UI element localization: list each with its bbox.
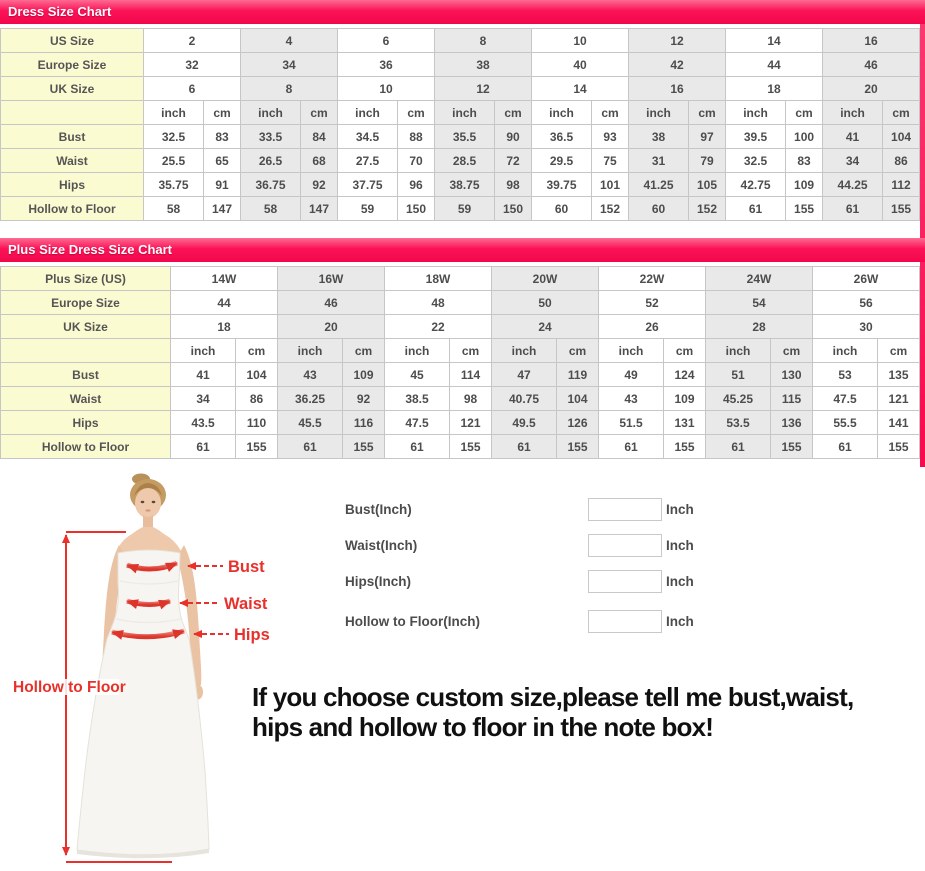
inch-cell: 31 [629,149,689,173]
unit-cell: cm [450,339,492,363]
cm-cell: 92 [343,387,385,411]
hollow-unit-label: Inch [666,614,694,629]
inch-cell: 58 [144,197,204,221]
plus-size-chart-table [0,266,920,459]
size-row [1,315,920,339]
inch-cell: 58 [241,197,301,221]
size-chart-header [0,0,925,24]
measurement-row [1,387,920,411]
size-cell: 20W [492,267,599,291]
cm-cell: 104 [236,363,278,387]
unit-cell: inch [813,339,878,363]
unit-cell: inch [492,339,557,363]
size-cell: 16 [823,29,920,53]
inch-cell: 41 [823,125,883,149]
inch-cell: 43.5 [171,411,236,435]
inch-cell: 39.5 [726,125,786,149]
measurement-row [1,411,920,435]
cm-cell: 97 [689,125,726,149]
unit-cell: cm [878,339,920,363]
bust-form-row [345,498,745,524]
note-line-2: hips and hollow to floor in the note box! [252,712,714,743]
inch-cell: 37.75 [338,173,398,197]
size-cell: 46 [278,291,385,315]
row-label: UK Size [1,315,171,339]
inch-cell: 61 [726,197,786,221]
size-cell: 42 [629,53,726,77]
waist-field-label: Waist(Inch) [345,538,418,553]
size-cell: 50 [492,291,599,315]
inch-cell: 39.75 [532,173,592,197]
inch-cell: 40.75 [492,387,557,411]
size-cell: 44 [726,53,823,77]
inch-cell: 34.5 [338,125,398,149]
size-cell: 56 [813,291,920,315]
inch-cell: 45.5 [278,411,343,435]
cm-cell: 110 [236,411,278,435]
inch-cell: 43 [278,363,343,387]
inch-cell: 34 [171,387,236,411]
cm-cell: 152 [689,197,726,221]
cm-cell: 83 [786,149,823,173]
cm-cell: 96 [398,173,435,197]
unit-cell: inch [385,339,450,363]
size-chart-table [0,28,920,221]
inch-cell: 32.5 [726,149,786,173]
hips-label: Hips [234,626,270,644]
inch-cell: 61 [278,435,343,459]
inch-cell: 59 [435,197,495,221]
cm-cell: 147 [204,197,241,221]
left-eye [141,501,145,503]
cm-cell: 155 [343,435,385,459]
row-label: US Size [1,29,144,53]
custom-size-form [345,498,745,658]
inch-cell: 43 [599,387,664,411]
cm-cell: 121 [878,387,920,411]
cm-cell: 98 [450,387,492,411]
unit-cell: cm [236,339,278,363]
dress-measurement-figure [0,471,335,871]
inch-cell: 35.5 [435,125,495,149]
size-cell: 22 [385,315,492,339]
inch-cell: 38 [629,125,689,149]
size-cell: 48 [385,291,492,315]
measurement-row [1,435,920,459]
bust-input[interactable] [588,498,662,521]
size-cell: 24W [706,267,813,291]
unit-cell: inch [338,101,398,125]
cm-cell: 155 [450,435,492,459]
waist-form-row [345,534,745,560]
unit-row [1,101,920,125]
waist-unit-label: Inch [666,538,694,553]
cm-cell: 88 [398,125,435,149]
size-cell: 26W [813,267,920,291]
cm-cell: 100 [786,125,823,149]
face [135,488,161,518]
inch-cell: 60 [629,197,689,221]
custom-size-note [252,682,924,743]
unit-cell: inch [629,101,689,125]
inch-cell: 36.75 [241,173,301,197]
unit-cell: cm [883,101,920,125]
cm-cell: 114 [450,363,492,387]
cm-cell: 86 [883,149,920,173]
row-label: Waist [1,387,171,411]
inch-cell: 59 [338,197,398,221]
row-label: Europe Size [1,291,171,315]
cm-cell: 68 [301,149,338,173]
inch-cell: 49.5 [492,411,557,435]
cm-cell: 119 [557,363,599,387]
size-cell: 54 [706,291,813,315]
inch-cell: 61 [706,435,771,459]
size-cell: 38 [435,53,532,77]
unit-cell: cm [495,101,532,125]
measurement-row [1,363,920,387]
inch-cell: 27.5 [338,149,398,173]
cm-cell: 126 [557,411,599,435]
cm-cell: 155 [883,197,920,221]
inch-cell: 34 [823,149,883,173]
size-cell: 10 [338,77,435,101]
inch-cell: 29.5 [532,149,592,173]
cm-cell: 101 [592,173,629,197]
unit-cell: inch [278,339,343,363]
hollow-to-floor-label: Hollow to Floor [13,679,126,696]
bust-label: Bust [228,558,265,576]
size-cell: 46 [823,53,920,77]
measurement-row [1,197,920,221]
row-label: Bust [1,125,144,149]
unit-cell: cm [664,339,706,363]
size-cell: 20 [278,315,385,339]
hollow-field-label: Hollow to Floor(Inch) [345,614,480,629]
unit-cell: cm [301,101,338,125]
row-label: Waist [1,149,144,173]
cm-cell: 83 [204,125,241,149]
cm-cell: 150 [495,197,532,221]
size-cell: 14 [532,77,629,101]
cm-cell: 93 [592,125,629,149]
cm-cell: 121 [450,411,492,435]
cm-cell: 155 [557,435,599,459]
row-label: Hollow to Floor [1,435,171,459]
cm-cell: 116 [343,411,385,435]
size-cell: 12 [629,29,726,53]
inch-cell: 60 [532,197,592,221]
size-row [1,267,920,291]
size-row [1,53,920,77]
cm-cell: 135 [878,363,920,387]
size-cell: 4 [241,29,338,53]
size-cell: 28 [706,315,813,339]
cm-cell: 109 [343,363,385,387]
inch-cell: 33.5 [241,125,301,149]
unit-cell: inch [726,101,786,125]
cm-cell: 141 [878,411,920,435]
size-cell: 6 [144,77,241,101]
size-cell: 6 [338,29,435,53]
cm-cell: 150 [398,197,435,221]
cm-cell: 105 [689,173,726,197]
cm-cell: 79 [689,149,726,173]
row-label: Hips [1,173,144,197]
size-cell: 22W [599,267,706,291]
unit-cell: cm [343,339,385,363]
row-label: Hollow to Floor [1,197,144,221]
unit-cell: cm [592,101,629,125]
cm-cell: 109 [786,173,823,197]
unit-cell: inch [823,101,883,125]
size-row [1,77,920,101]
unit-cell: inch [144,101,204,125]
row-label [1,101,144,125]
unit-cell: inch [599,339,664,363]
inch-cell: 53.5 [706,411,771,435]
inch-cell: 25.5 [144,149,204,173]
size-cell: 24 [492,315,599,339]
size-cell: 14 [726,29,823,53]
hips-unit-label: Inch [666,574,694,589]
size-cell: 18 [171,315,278,339]
bust-unit-label: Inch [666,502,694,517]
waist-label: Waist [224,595,268,613]
cm-cell: 147 [301,197,338,221]
cm-cell: 104 [883,125,920,149]
cm-cell: 152 [592,197,629,221]
cm-cell: 75 [592,149,629,173]
size-cell: 34 [241,53,338,77]
inch-cell: 42.75 [726,173,786,197]
size-cell: 44 [171,291,278,315]
cm-cell: 124 [664,363,706,387]
row-label: Europe Size [1,53,144,77]
inch-cell: 35.75 [144,173,204,197]
size-cell: 52 [599,291,706,315]
cm-cell: 130 [771,363,813,387]
inch-cell: 26.5 [241,149,301,173]
size-cell: 10 [532,29,629,53]
right-eye [152,501,156,503]
row-label: Hips [1,411,171,435]
cm-cell: 98 [495,173,532,197]
size-cell: 32 [144,53,241,77]
plus-size-chart-header [0,238,925,262]
cm-cell: 84 [301,125,338,149]
inch-cell: 61 [813,435,878,459]
inch-cell: 38.5 [385,387,450,411]
hips-field-label: Hips(Inch) [345,574,411,589]
unit-cell: cm [786,101,823,125]
size-cell: 18W [385,267,492,291]
cm-cell: 109 [664,387,706,411]
cm-cell: 115 [771,387,813,411]
neck [143,515,153,529]
inch-cell: 61 [599,435,664,459]
inch-cell: 49 [599,363,664,387]
size-cell: 14W [171,267,278,291]
size-cell: 26 [599,315,706,339]
inch-cell: 41.25 [629,173,689,197]
measurement-row [1,149,920,173]
inch-cell: 53 [813,363,878,387]
hollow-input[interactable] [588,610,662,633]
cm-cell: 90 [495,125,532,149]
unit-cell: inch [171,339,236,363]
hips-input[interactable] [588,570,662,593]
lips [145,509,150,511]
unit-cell: cm [204,101,241,125]
cm-cell: 104 [557,387,599,411]
unit-row [1,339,920,363]
size-cell: 2 [144,29,241,53]
inch-cell: 51 [706,363,771,387]
unit-cell: cm [771,339,813,363]
inch-cell: 28.5 [435,149,495,173]
hollow-form-row [345,610,745,636]
row-label: Plus Size (US) [1,267,171,291]
row-label: Bust [1,363,171,387]
unit-cell: inch [435,101,495,125]
size-cell: 12 [435,77,532,101]
size-cell: 16 [629,77,726,101]
size-row [1,291,920,315]
row-label [1,339,171,363]
size-cell: 16W [278,267,385,291]
hips-form-row [345,570,745,596]
cm-cell: 86 [236,387,278,411]
cm-cell: 155 [771,435,813,459]
bust-field-label: Bust(Inch) [345,502,412,517]
cm-cell: 136 [771,411,813,435]
inch-cell: 47 [492,363,557,387]
inch-cell: 36.5 [532,125,592,149]
note-line-1: If you choose custom size,please tell me bust,waist, [252,682,854,712]
inch-cell: 47.5 [813,387,878,411]
cm-cell: 155 [236,435,278,459]
size-chart-title: Dress Size Chart [8,4,112,19]
inch-cell: 38.75 [435,173,495,197]
inch-cell: 47.5 [385,411,450,435]
unit-cell: cm [557,339,599,363]
inch-cell: 55.5 [813,411,878,435]
cm-cell: 72 [495,149,532,173]
cm-cell: 70 [398,149,435,173]
inch-cell: 61 [171,435,236,459]
cm-cell: 91 [204,173,241,197]
unit-cell: inch [532,101,592,125]
size-cell: 8 [241,77,338,101]
cm-cell: 65 [204,149,241,173]
cm-cell: 155 [878,435,920,459]
inch-cell: 61 [492,435,557,459]
unit-cell: inch [706,339,771,363]
inch-cell: 36.25 [278,387,343,411]
size-row [1,29,920,53]
inch-cell: 61 [823,197,883,221]
unit-cell: cm [398,101,435,125]
measurement-row [1,173,920,197]
inch-cell: 44.25 [823,173,883,197]
cm-cell: 112 [883,173,920,197]
inch-cell: 32.5 [144,125,204,149]
inch-cell: 51.5 [599,411,664,435]
size-cell: 20 [823,77,920,101]
size-cell: 18 [726,77,823,101]
measurement-row [1,125,920,149]
unit-cell: cm [689,101,726,125]
size-cell: 30 [813,315,920,339]
size-cell: 40 [532,53,629,77]
cm-cell: 131 [664,411,706,435]
size-cell: 8 [435,29,532,53]
pink-edge-strip [920,0,925,467]
row-label: UK Size [1,77,144,101]
cm-cell: 155 [786,197,823,221]
plus-size-chart-title: Plus Size Dress Size Chart [8,242,173,257]
unit-cell: inch [241,101,301,125]
waist-input[interactable] [588,534,662,557]
cm-cell: 155 [664,435,706,459]
inch-cell: 41 [171,363,236,387]
cm-cell: 92 [301,173,338,197]
inch-cell: 45.25 [706,387,771,411]
size-cell: 36 [338,53,435,77]
inch-cell: 45 [385,363,450,387]
inch-cell: 61 [385,435,450,459]
